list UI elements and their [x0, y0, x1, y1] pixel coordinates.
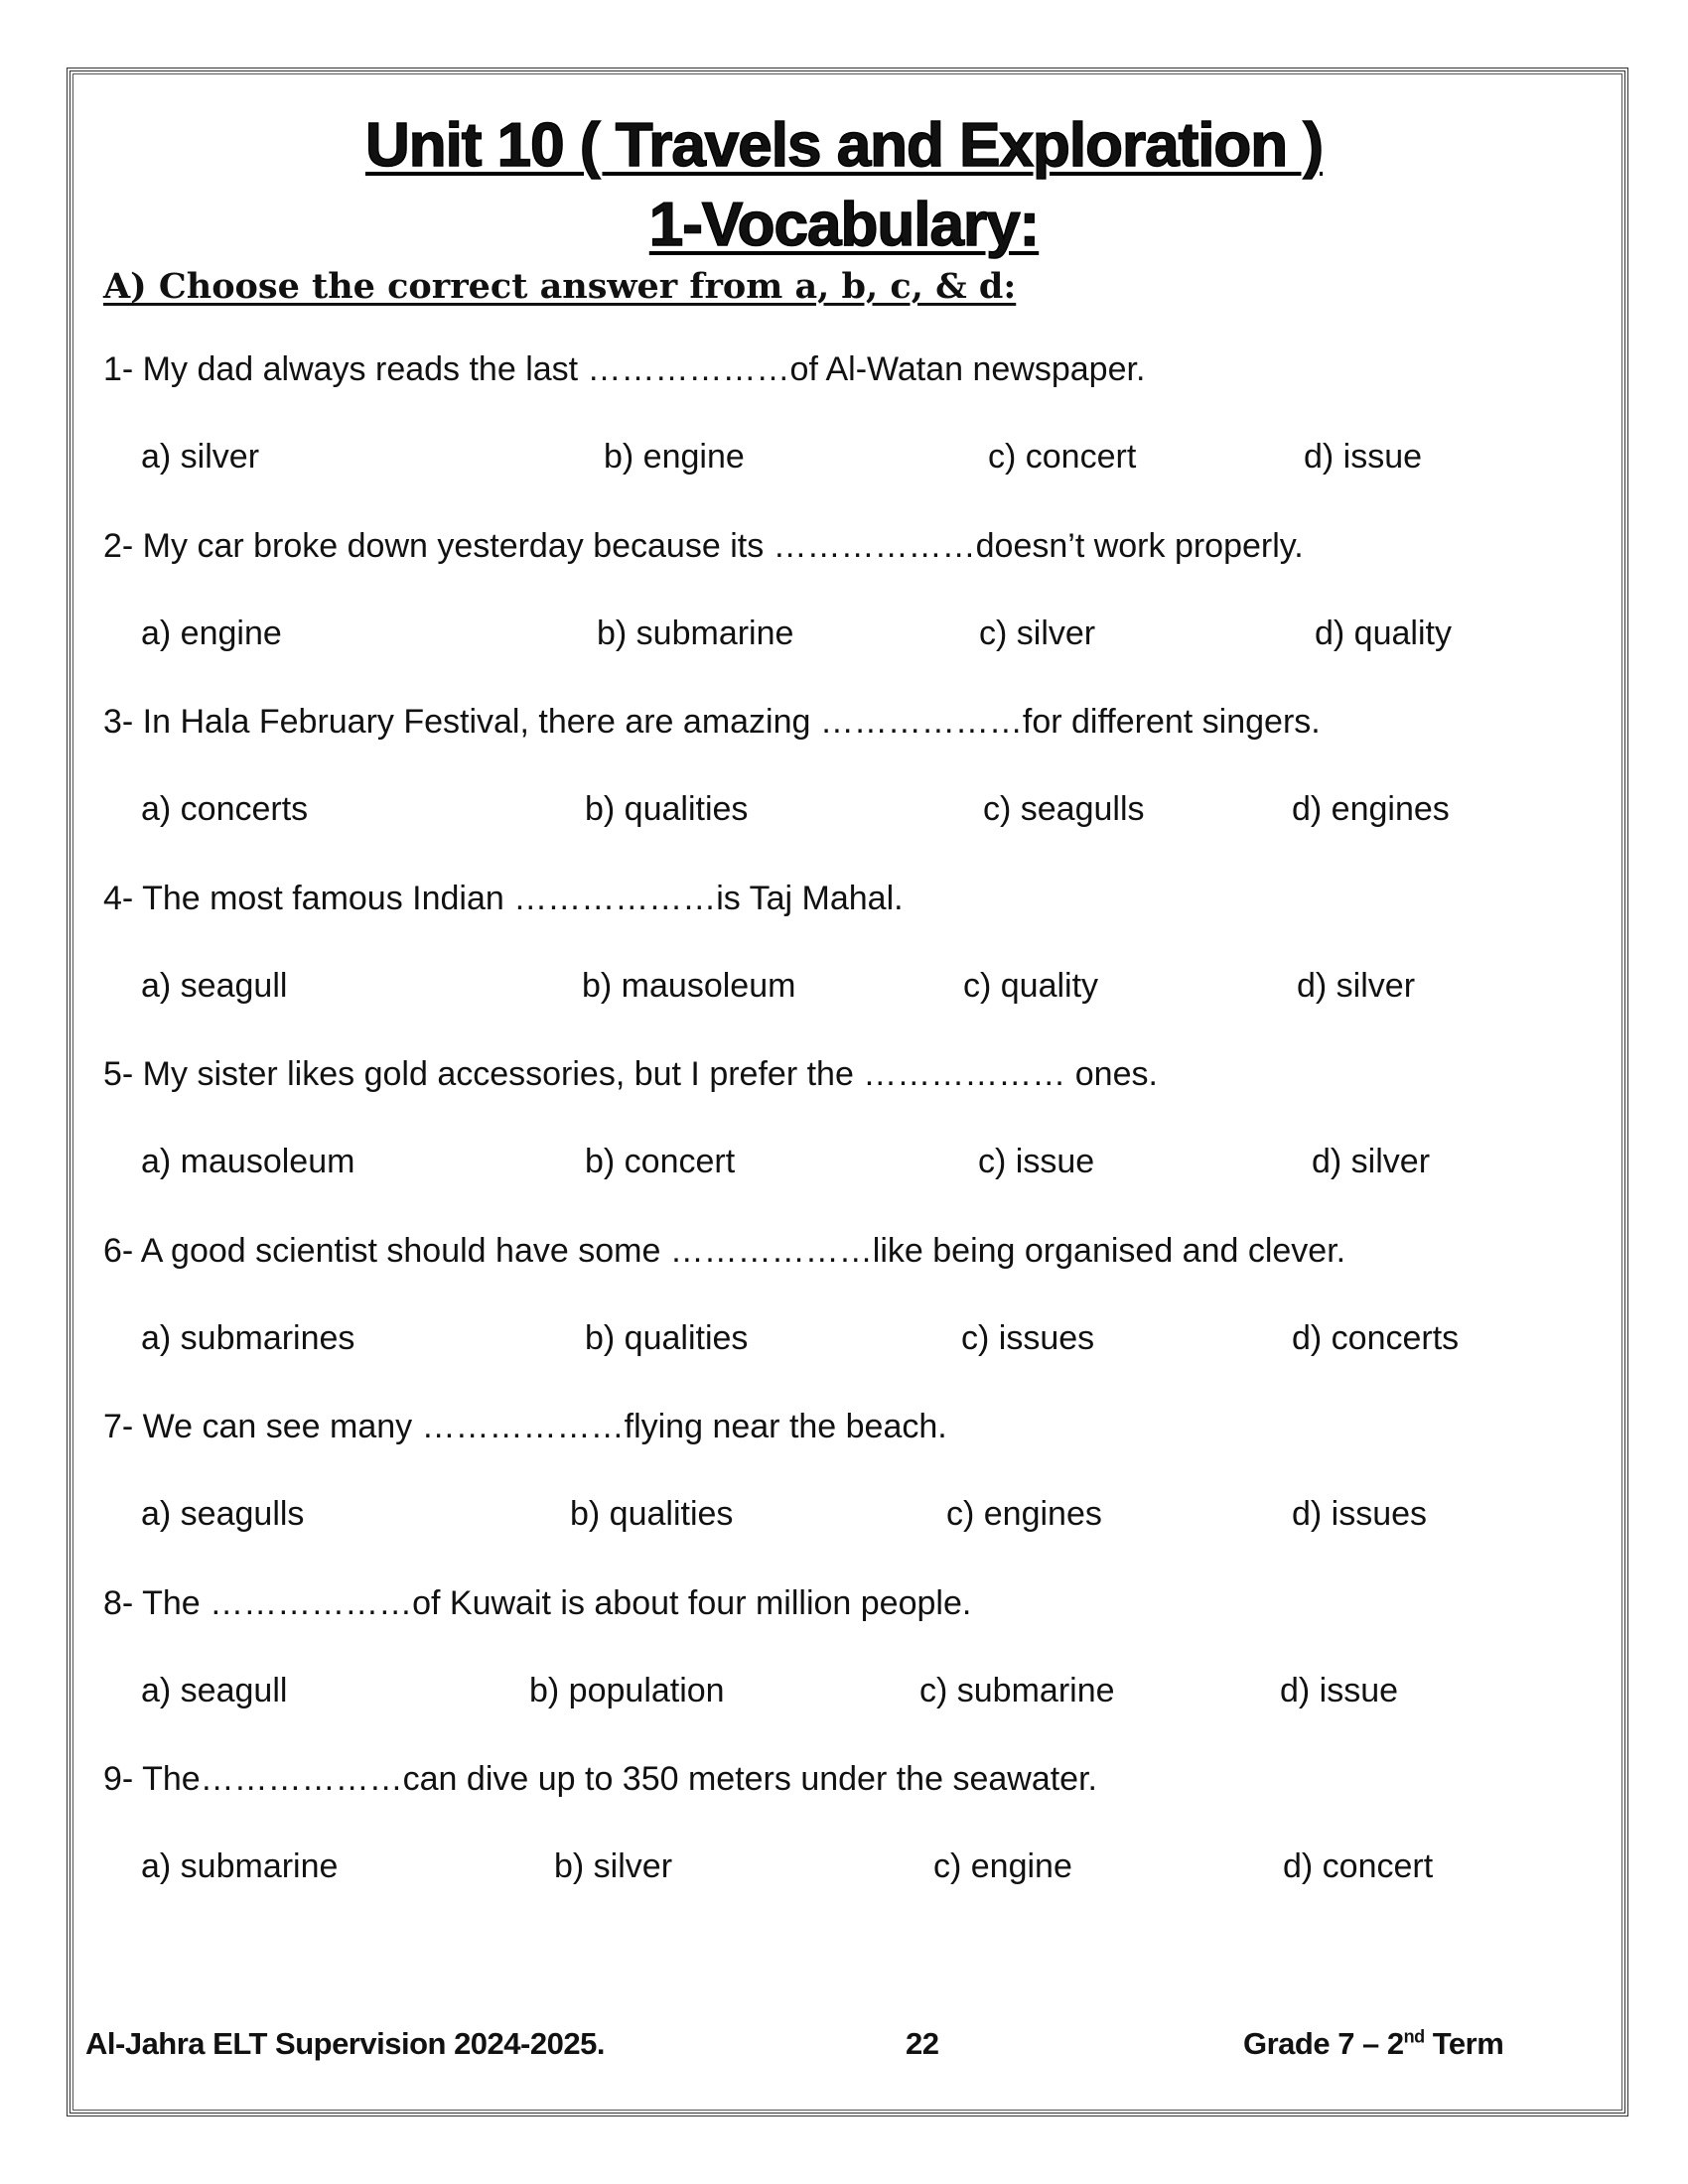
answer-option-b: b) population: [529, 1671, 725, 1709]
grade-text: Grade 7 – 2: [1243, 2026, 1404, 2061]
question-text: 4- The most famous Indian ………………is Taj Mahal.: [103, 879, 904, 917]
answer-option-c: c) submarine: [919, 1671, 1115, 1709]
question-text: 8- The ………………of Kuwait is about four million people.: [103, 1583, 972, 1622]
answer-option-d: d) silver: [1312, 1143, 1431, 1180]
answer-option-d: d) concerts: [1292, 1318, 1460, 1357]
answer-option-b: b) qualities: [570, 1495, 734, 1533]
question-text: 2- My car broke down yesterday because its ………………doesn’t work properly.: [103, 526, 1304, 565]
answer-option-b: b) qualities: [585, 790, 749, 828]
answer-option-a: a) submarine: [141, 1847, 339, 1885]
answer-option-d: d) issue: [1280, 1671, 1399, 1709]
section-a-instruction: A) Choose the correct answer from a, b, c, & d:: [103, 266, 1017, 307]
answer-option-d: d) concert: [1283, 1847, 1434, 1885]
answer-option-a: a) mausoleum: [141, 1143, 355, 1180]
question-text: 1- My dad always reads the last ………………of Al-Watan newspaper.: [103, 350, 1146, 388]
answer-option-c: c) seagulls: [983, 790, 1145, 828]
answer-option-d: d) issues: [1292, 1495, 1428, 1533]
question-text: 6- A good scientist should have some ………………like being organised and clever.: [103, 1231, 1346, 1270]
answer-option-c: c) quality: [963, 966, 1099, 1005]
answer-option-c: c) engine: [933, 1847, 1072, 1885]
answer-option-c: c) engines: [946, 1495, 1102, 1533]
answer-option-c: c) silver: [979, 614, 1096, 652]
answer-option-c: c) concert: [988, 438, 1137, 476]
question-text: 3- In Hala February Festival, there are amazing ………………for different singers.: [103, 703, 1321, 741]
answer-option-a: a) submarines: [141, 1318, 355, 1357]
footer-supervision: Al-Jahra ELT Supervision 2024-2025.: [85, 2026, 605, 2061]
answer-option-d: d) issue: [1304, 438, 1423, 476]
answer-option-a: a) concerts: [141, 790, 309, 828]
answer-option-b: b) concert: [585, 1143, 736, 1180]
vocabulary-heading: 1-Vocabulary:: [648, 191, 1040, 259]
answer-option-b: b) mausoleum: [582, 966, 796, 1005]
answer-option-b: b) engine: [604, 438, 745, 476]
answer-option-b: b) silver: [554, 1847, 673, 1885]
answer-option-c: c) issues: [961, 1318, 1095, 1357]
answer-option-b: b) submarine: [597, 614, 794, 652]
answer-option-d: d) engines: [1292, 790, 1450, 828]
answer-option-a: a) seagull: [141, 966, 288, 1005]
answer-option-d: d) silver: [1297, 966, 1416, 1005]
footer-grade: [1243, 2025, 1503, 2063]
answer-option-a: a) seagull: [141, 1671, 288, 1709]
grade-sup: nd: [1403, 2026, 1425, 2047]
question-text: 5- My sister likes gold accessories, but I prefer the ……………… ones.: [103, 1055, 1158, 1093]
answer-option-c: c) issue: [978, 1143, 1095, 1180]
page-number: 22: [906, 2026, 939, 2061]
answer-option-d: d) quality: [1315, 614, 1452, 652]
question-text: 7- We can see many ………………flying near the beach.: [103, 1408, 947, 1445]
question-text: 9- The………………can dive up to 350 meters under the seawater.: [103, 1760, 1097, 1798]
unit-title: Unit 10 ( Travels and Exploration ): [364, 111, 1324, 180]
answer-option-a: a) engine: [141, 614, 282, 652]
answer-option-a: a) seagulls: [141, 1495, 305, 1533]
term-text: Term: [1424, 2026, 1504, 2061]
answer-option-a: a) silver: [141, 438, 260, 476]
answer-option-b: b) qualities: [585, 1318, 749, 1357]
